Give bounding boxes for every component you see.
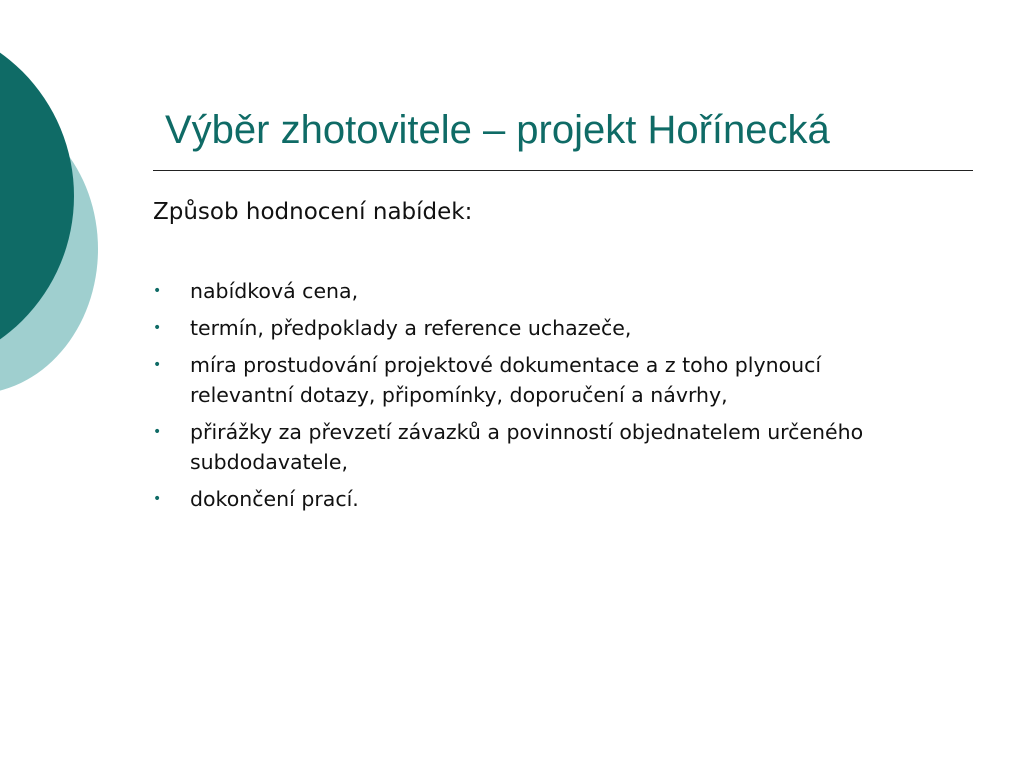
- list-item-text: nabídková cena,: [190, 279, 359, 303]
- list-item-text: přirážky za převzetí závazků a povinností objednatelem určeného subdodavatele,: [190, 420, 864, 474]
- bullet-icon: •: [153, 424, 162, 440]
- list-item-text: míra prostudování projektové dokumentace a z toho plynoucí relevantní dotazy, připomínky, doporučení a návrhy,: [190, 353, 822, 407]
- list-item-text: termín, předpoklady a reference uchazeče,: [190, 316, 632, 340]
- list-item: [153, 417, 953, 477]
- slide-subtitle: Způsob hodnocení nabídek:: [153, 199, 473, 225]
- bullet-icon: •: [153, 320, 162, 336]
- bullet-icon: •: [153, 357, 162, 373]
- list-item: [153, 276, 953, 306]
- list-item: [153, 350, 953, 410]
- slide-title: Výběr zhotovitele – projekt Hořínecká: [165, 108, 830, 152]
- title-divider: [153, 170, 973, 171]
- list-item-text: dokončení prací.: [190, 487, 359, 511]
- bullet-list: [153, 276, 953, 514]
- bullet-icon: •: [153, 283, 162, 299]
- bullet-icon: •: [153, 491, 162, 507]
- list-item: [153, 484, 953, 514]
- list-item: [153, 313, 953, 343]
- slide-content: [153, 196, 953, 521]
